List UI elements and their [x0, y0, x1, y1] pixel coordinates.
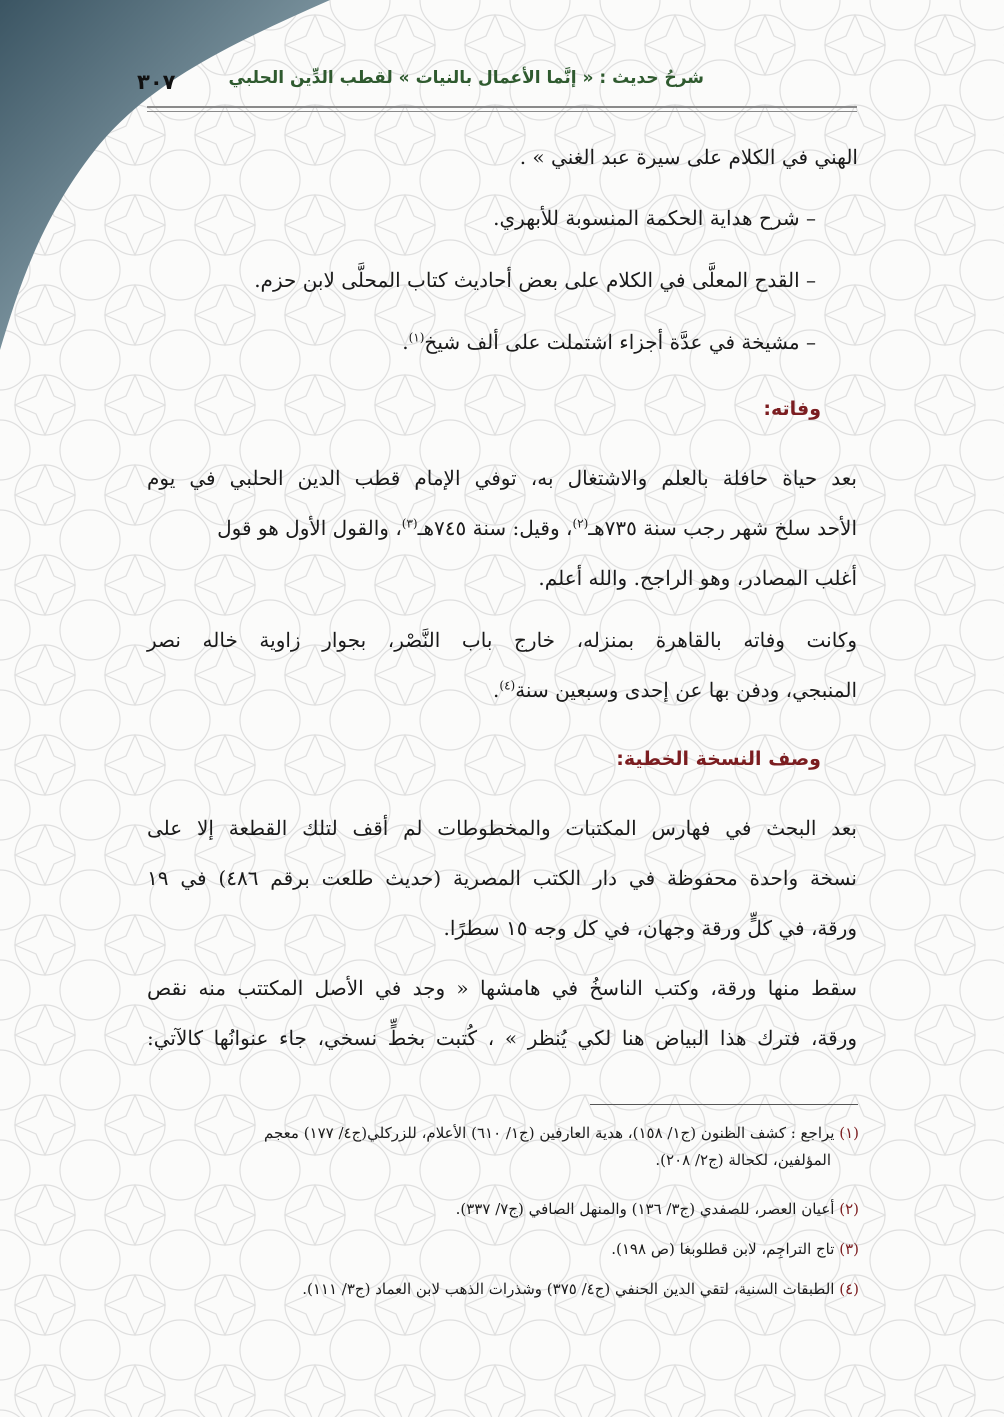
paragraph-line: ورقة، فترك هذا البياض هنا لكي يُنظر » ، كُتبت بخطٍّ نسخي، جاء عنوانُها كالآتي:: [147, 1026, 857, 1050]
page-number: ٣٠٧: [137, 70, 176, 94]
paragraph-line: أغلب المصادر، وهو الراجح. والله أعلم.: [538, 566, 857, 590]
footnote-text: يراجع : كشف الظنون (ج١/ ١٥٨)، هدية العارفين (ج١/ ٦١٠) الأعلام، للزركلي(ج٤/ ١٧٧) معجم: [263, 1124, 835, 1142]
footnote: [139, 1236, 859, 1263]
paragraph-line: ورقة، في كلٍّ ورقة وجهان، في كل وجه ١٥ سطرًا.: [443, 916, 857, 940]
paragraph-line: بعد البحث في فهارس المكتبات والمخطوطات لم أقف لتلك القطعة إلا على: [147, 816, 857, 840]
text-run: المنبجي، ودفن بها عن إحدى وسبعين سنة: [515, 678, 857, 702]
paragraph-line: [493, 678, 857, 702]
paragraph-line: وكانت وفاته بالقاهرة بمنزله، خارج باب النَّصْر، بجوار زاوية خاله نصر: [147, 628, 857, 652]
paragraph-line: نسخة واحدة محفوظة في دار الكتب المصرية (حديث طلعت برقم ٤٨٦) في ١٩: [147, 866, 858, 890]
section-heading-manuscript: وصف النسخة الخطية:: [616, 748, 821, 770]
paragraph-line: [217, 516, 857, 540]
bullet-end: .: [402, 330, 409, 354]
footnote: [139, 1276, 859, 1303]
footnote-text: الطبقات السنية، لتقي الدين الحنفي (ج٤/ ٣٧٥) وشذرات الذهب لابن العماد (ج٣/ ١١١).: [302, 1280, 835, 1298]
bullet-text: – مشيخة في عدَّة أجزاء اشتملت على ألف شيخ: [424, 330, 816, 354]
header-rule-thin: [147, 111, 857, 112]
footnote-text: أعيان العصر، للصفدي (ج٣/ ١٣٦) والمنهل الصافي (ج٧/ ٣٣٧).: [455, 1200, 835, 1218]
running-header-title: شرحُ حديث : « إنَّما الأعمال بالنيات » لقطب الدِّين الحلبي: [228, 68, 704, 88]
footnote-number: (٣): [839, 1240, 859, 1258]
footnote: [139, 1120, 859, 1174]
text-run: ، والقول الأول هو قول: [217, 516, 402, 540]
footnote-ref: (٤): [499, 678, 516, 693]
bullet-item: [402, 330, 816, 354]
footnote-number: (١): [839, 1124, 859, 1142]
paragraph-line: بعد حياة حافلة بالعلم والاشتغال به، توفي الإمام قطب الدين الحلبي في يوم: [147, 466, 857, 490]
footnote-separator: [590, 1104, 858, 1105]
footnote-number: (٤): [839, 1280, 859, 1298]
body-line: الهني في الكلام على سيرة عبد الغني » .: [519, 145, 858, 169]
footnote-number: (٢): [839, 1200, 859, 1218]
bullet-item: – شرح هداية الحكمة المنسوبة للأبهري.: [493, 206, 816, 230]
text-run: الأحد سلخ شهر رجب سنة ٧٣٥هـ: [588, 516, 857, 540]
section-heading-death: وفاته:: [763, 398, 821, 420]
footnote-text: تاج التراجِم، لابن قطلوبغا (ص ١٩٨).: [611, 1240, 835, 1258]
paragraph-line: سقط منها ورقة، وكتب الناسخُ في هامشها « وجد في الأصل المكتتب منه نقص: [147, 976, 857, 1000]
bullet-item: – القدح المعلَّى في الكلام على بعض أحاديث كتاب المحلَّى لابن حزم.: [254, 268, 816, 292]
footnote-ref: (٢): [572, 516, 589, 531]
footnote-ref: (٣): [401, 516, 418, 531]
text-run: .: [493, 678, 500, 702]
text-run: ، وقيل: سنة ٧٤٥هـ: [417, 516, 573, 540]
footnote-ref: (١): [408, 330, 425, 345]
header-rule: [147, 106, 857, 108]
footnote: [139, 1196, 859, 1223]
footnote-continuation: المؤلفين، لكحالة (ج٢/ ٢٠٨).: [655, 1151, 831, 1169]
